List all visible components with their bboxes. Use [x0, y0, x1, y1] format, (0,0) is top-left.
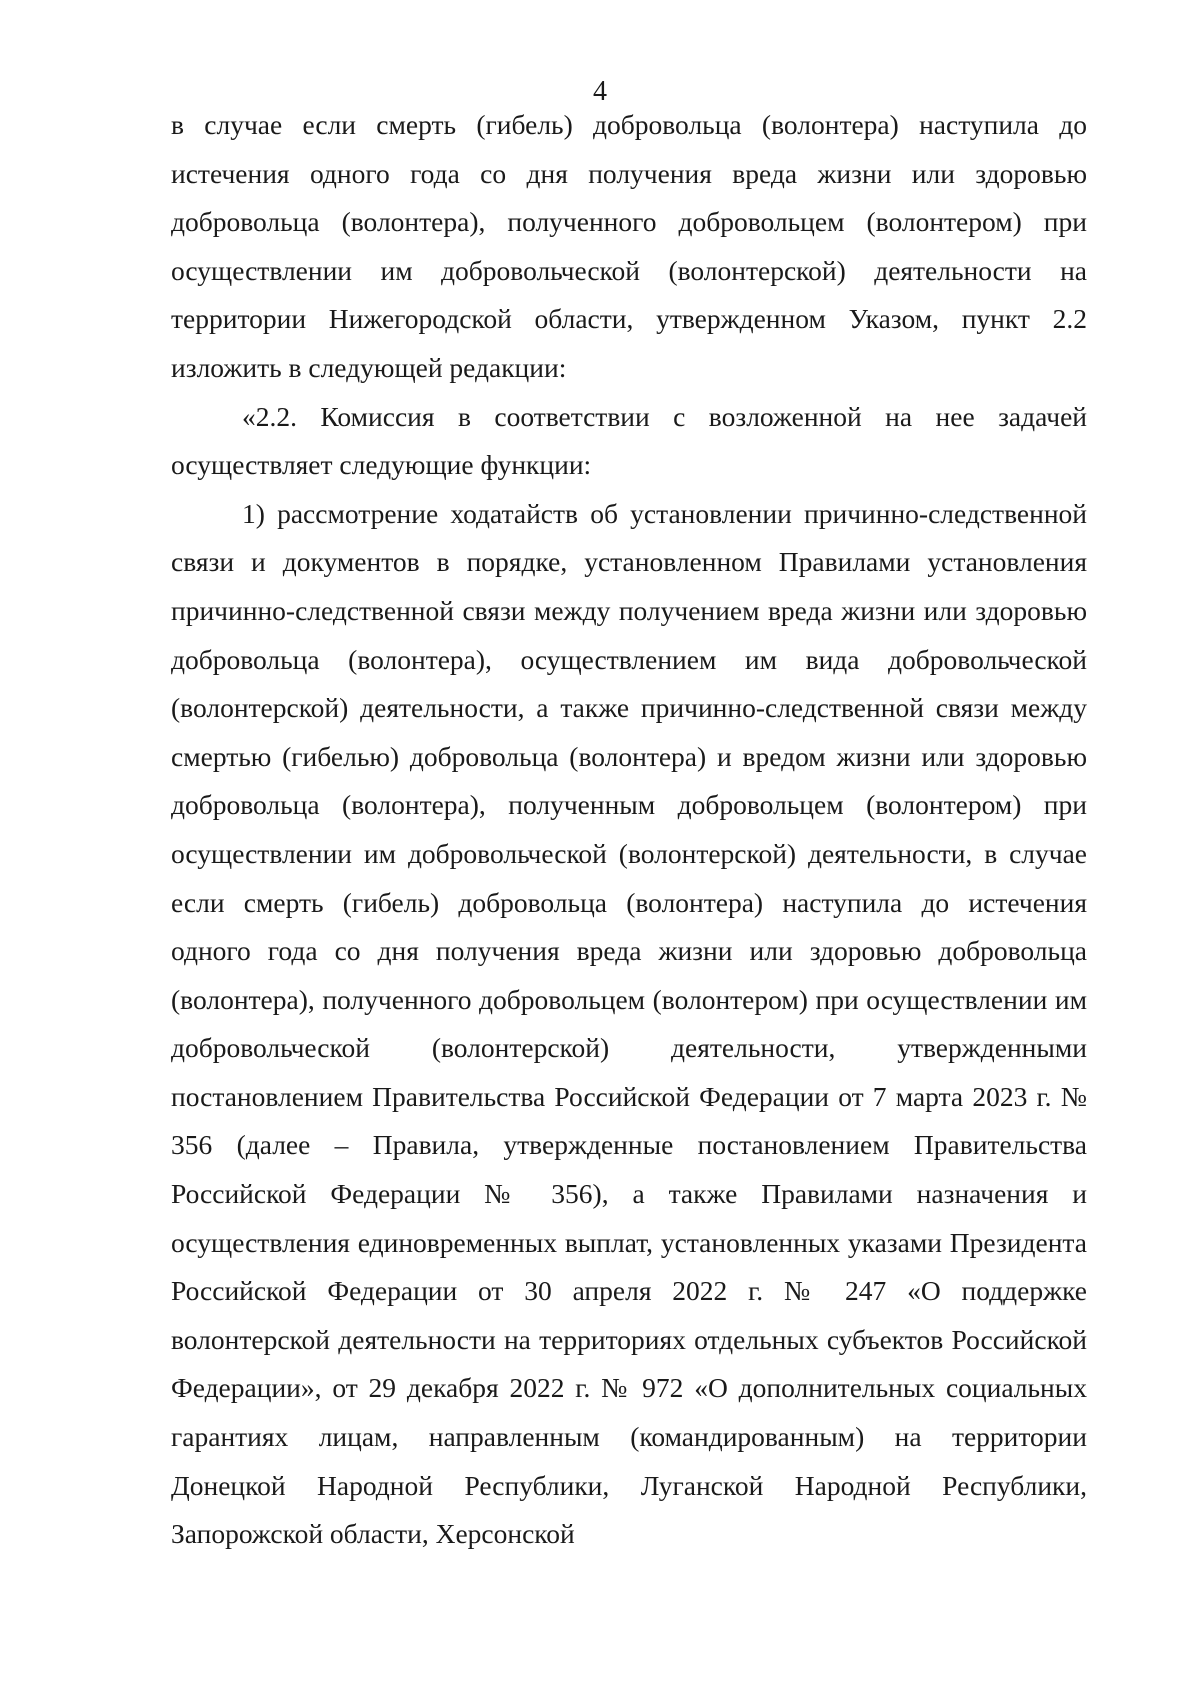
paragraph-continuation: в случае если смерть (гибель) добровольца (волонтера) наступила до истечения одного года со дня получения вреда жизни или здоровью добровольца (волонтера), полученного добровольцем (волонтером) при осуществлении им добровольческой (волонтерской) деятельности на территории Нижегородской области, утвержденном Указом, пункт 2.2 изложить в следующей редакции:	[171, 109, 1087, 383]
paragraph-function-1: 1) рассмотрение ходатайств об установлении причинно-следственной связи и документов в порядке, установленном Правилами установления причинно-следственной связи между получением вреда жизни или здоровью добровольца (волонтера), осуществлением им вида добровольческой (волонтерской) деятельности, а также причинно-следственной связи между смертью (гибелью) добровольца (волонтера) и вредом жизни или здоровью добровольца (волонтера), полученным добровольцем (волонтером) при осуществлении им добровольческой (волонтерской) деятельности, в случае если смерть (гибель) добровольца (волонтера) наступила до истечения одного года со дня получения вреда жизни или здоровью добровольца (волонтера), полученного добровольцем (волонтером) при осуществлении им добровольческой (волонтерской) деятельности, утвержденными постановлением Правительства Российской Федерации от 7 марта 2023 г. № 356 (далее – Правила, утвержденные постановлением Правительства Российской Федерации № 356), а также Правилами назначения и осуществления единовременных выплат, установленных указами Президента Российской Федерации от 30 апреля 2022 г. № 247 «О поддержке волонтерской деятельности на территориях отдельных субъектов Российской Федерации», от 29 декабря 2022 г. № 972 «О дополнительных социальных гарантиях лицам, направленным (командированным) на территории Донецкой Народной Республики, Луганской Народной Республики, Запорожской области, Херсонской	[171, 497, 1087, 1550]
page-number: 4	[593, 76, 607, 107]
document-body	[171, 101, 1087, 1559]
paragraph-clause-2-2: «2.2. Комиссия в соответствии с возложенной на нее задачей осуществляет следующие функции:	[171, 400, 1087, 481]
